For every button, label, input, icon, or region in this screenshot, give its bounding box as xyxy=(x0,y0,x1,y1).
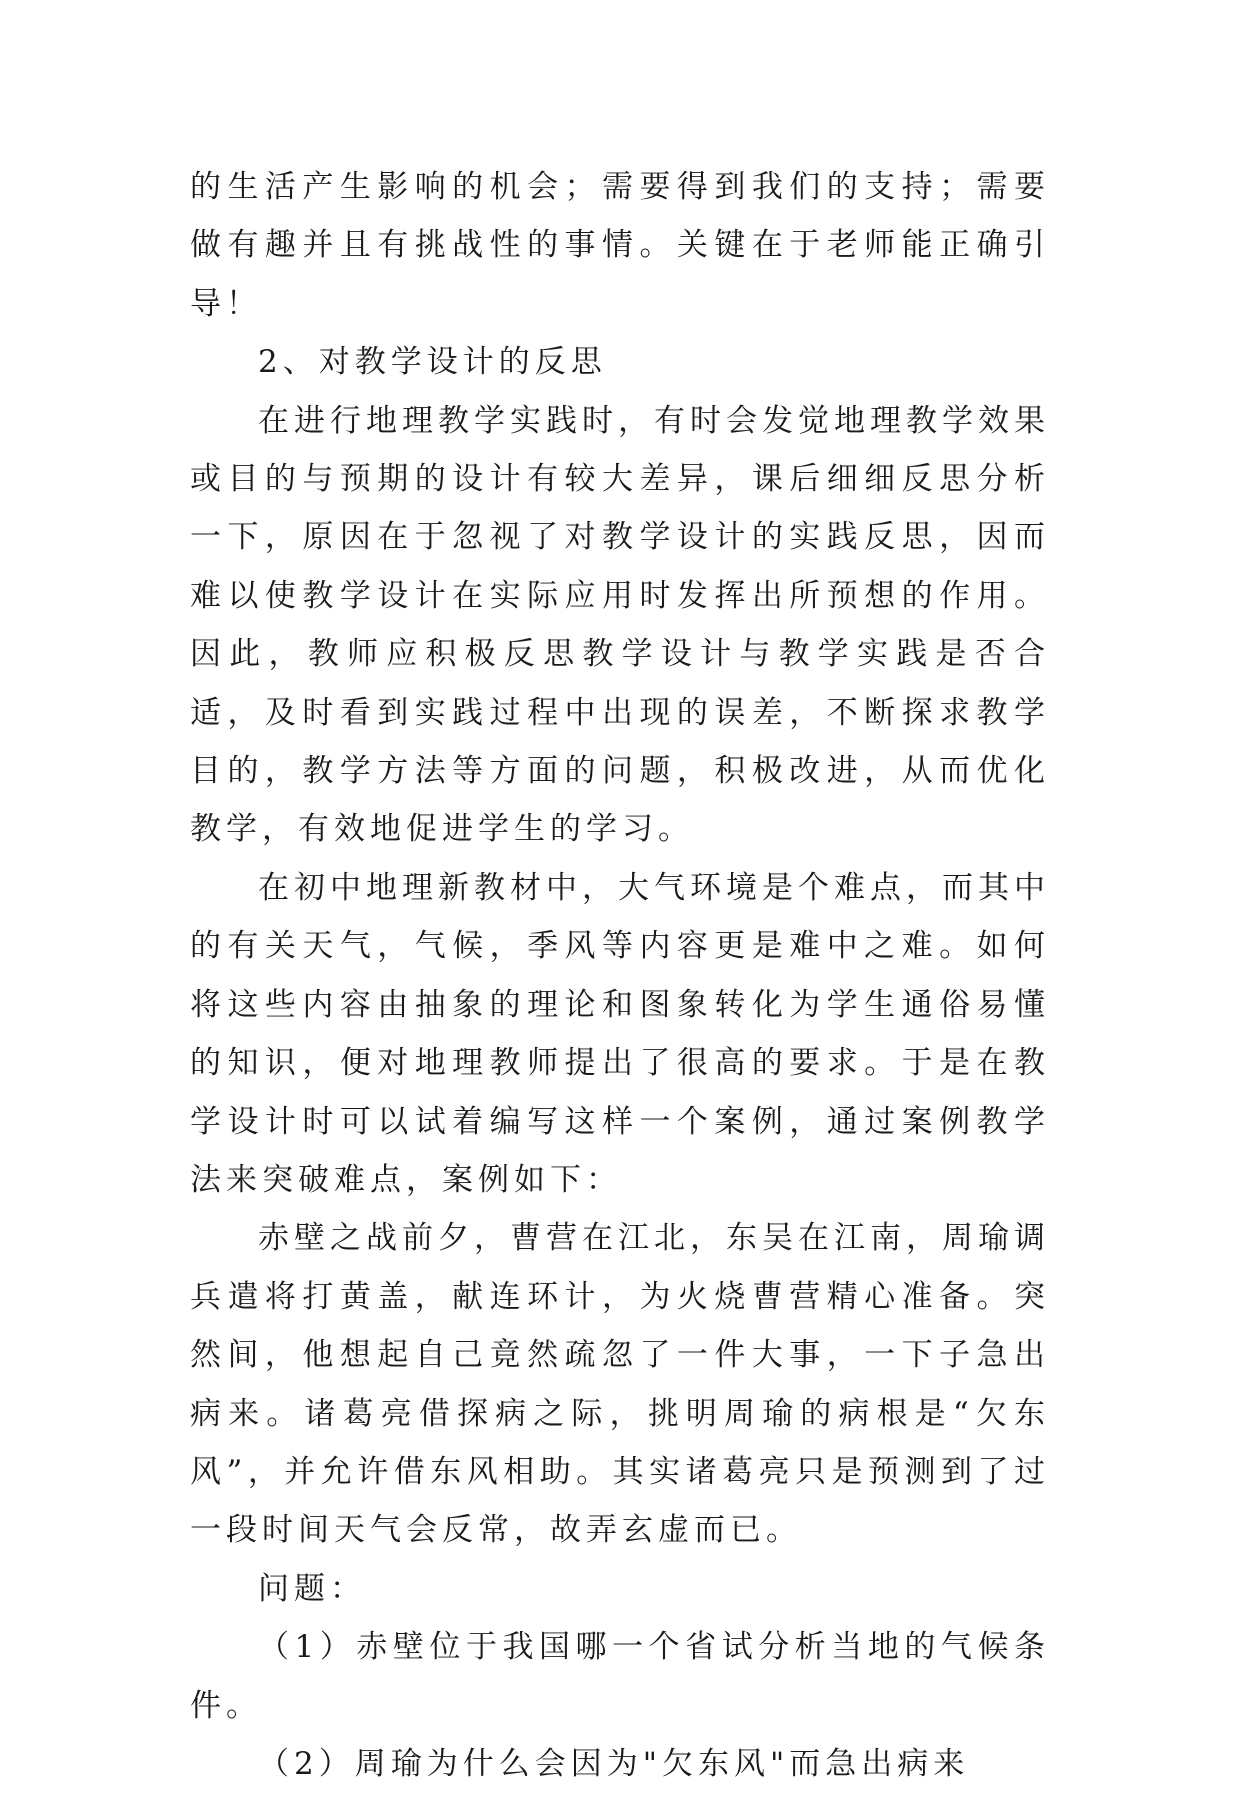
section-heading: 2、对教学设计的反思 xyxy=(258,344,607,381)
paragraph-continuation: 的生活产生影响的机会；需要得到我们的支持；需要做有趣并且有挑战性的事情。关键在于老师能正确引导！ xyxy=(190,169,1050,322)
paragraph-reflection: 在进行地理教学实践时，有时会发觉地理教学效果或目的与预期的设计有较大差异，课后细细反思分析一下，原因在于忽视了对教学设计的实践反思，因而难以使教学设计在实际应用时发挥出所预想的作用。因此，教师应积极反思教学设计与教学实践是否合适，及时看到实践过程中出现的误差，不断探求教学目的，教学方法等方面的问题，积极改进，从而优化教学，有效地促进学生的学习。 xyxy=(190,402,1050,848)
question-1: （1）赤壁位于我国哪一个省试分析当地的气候条件。 xyxy=(190,1629,1050,1724)
questions-label: 问题： xyxy=(258,1570,366,1607)
question-2: （2）周瑜为什么会因为"欠东风"而急出病来 xyxy=(258,1745,970,1782)
paragraph-atmosphere: 在初中地理新教材中，大气环境是个难点，而其中的有关天气，气候，季风等内容更是难中之难。如何将这些内容由抽象的理论和图象转化为学生通俗易懂的知识，便对地理教师提出了很高的要求。于是在教学设计时可以试着编写这样一个案例，通过案例教学法来突破难点，案例如下： xyxy=(190,869,1050,1198)
document-body xyxy=(190,158,1050,1793)
paragraph-case-story: 赤壁之战前夕，曹营在江北，东吴在江南，周瑜调兵遣将打黄盖，献连环计，为火烧曹营精心准备。突然间，他想起自己竟然疏忽了一件大事，一下子急出病来。诸葛亮借探病之际，挑明周瑜的病根是“欠东风”，并允许借东风相助。其实诸葛亮只是预测到了过一段时间天气会反常，故弄玄虚而已。 xyxy=(190,1220,1050,1549)
